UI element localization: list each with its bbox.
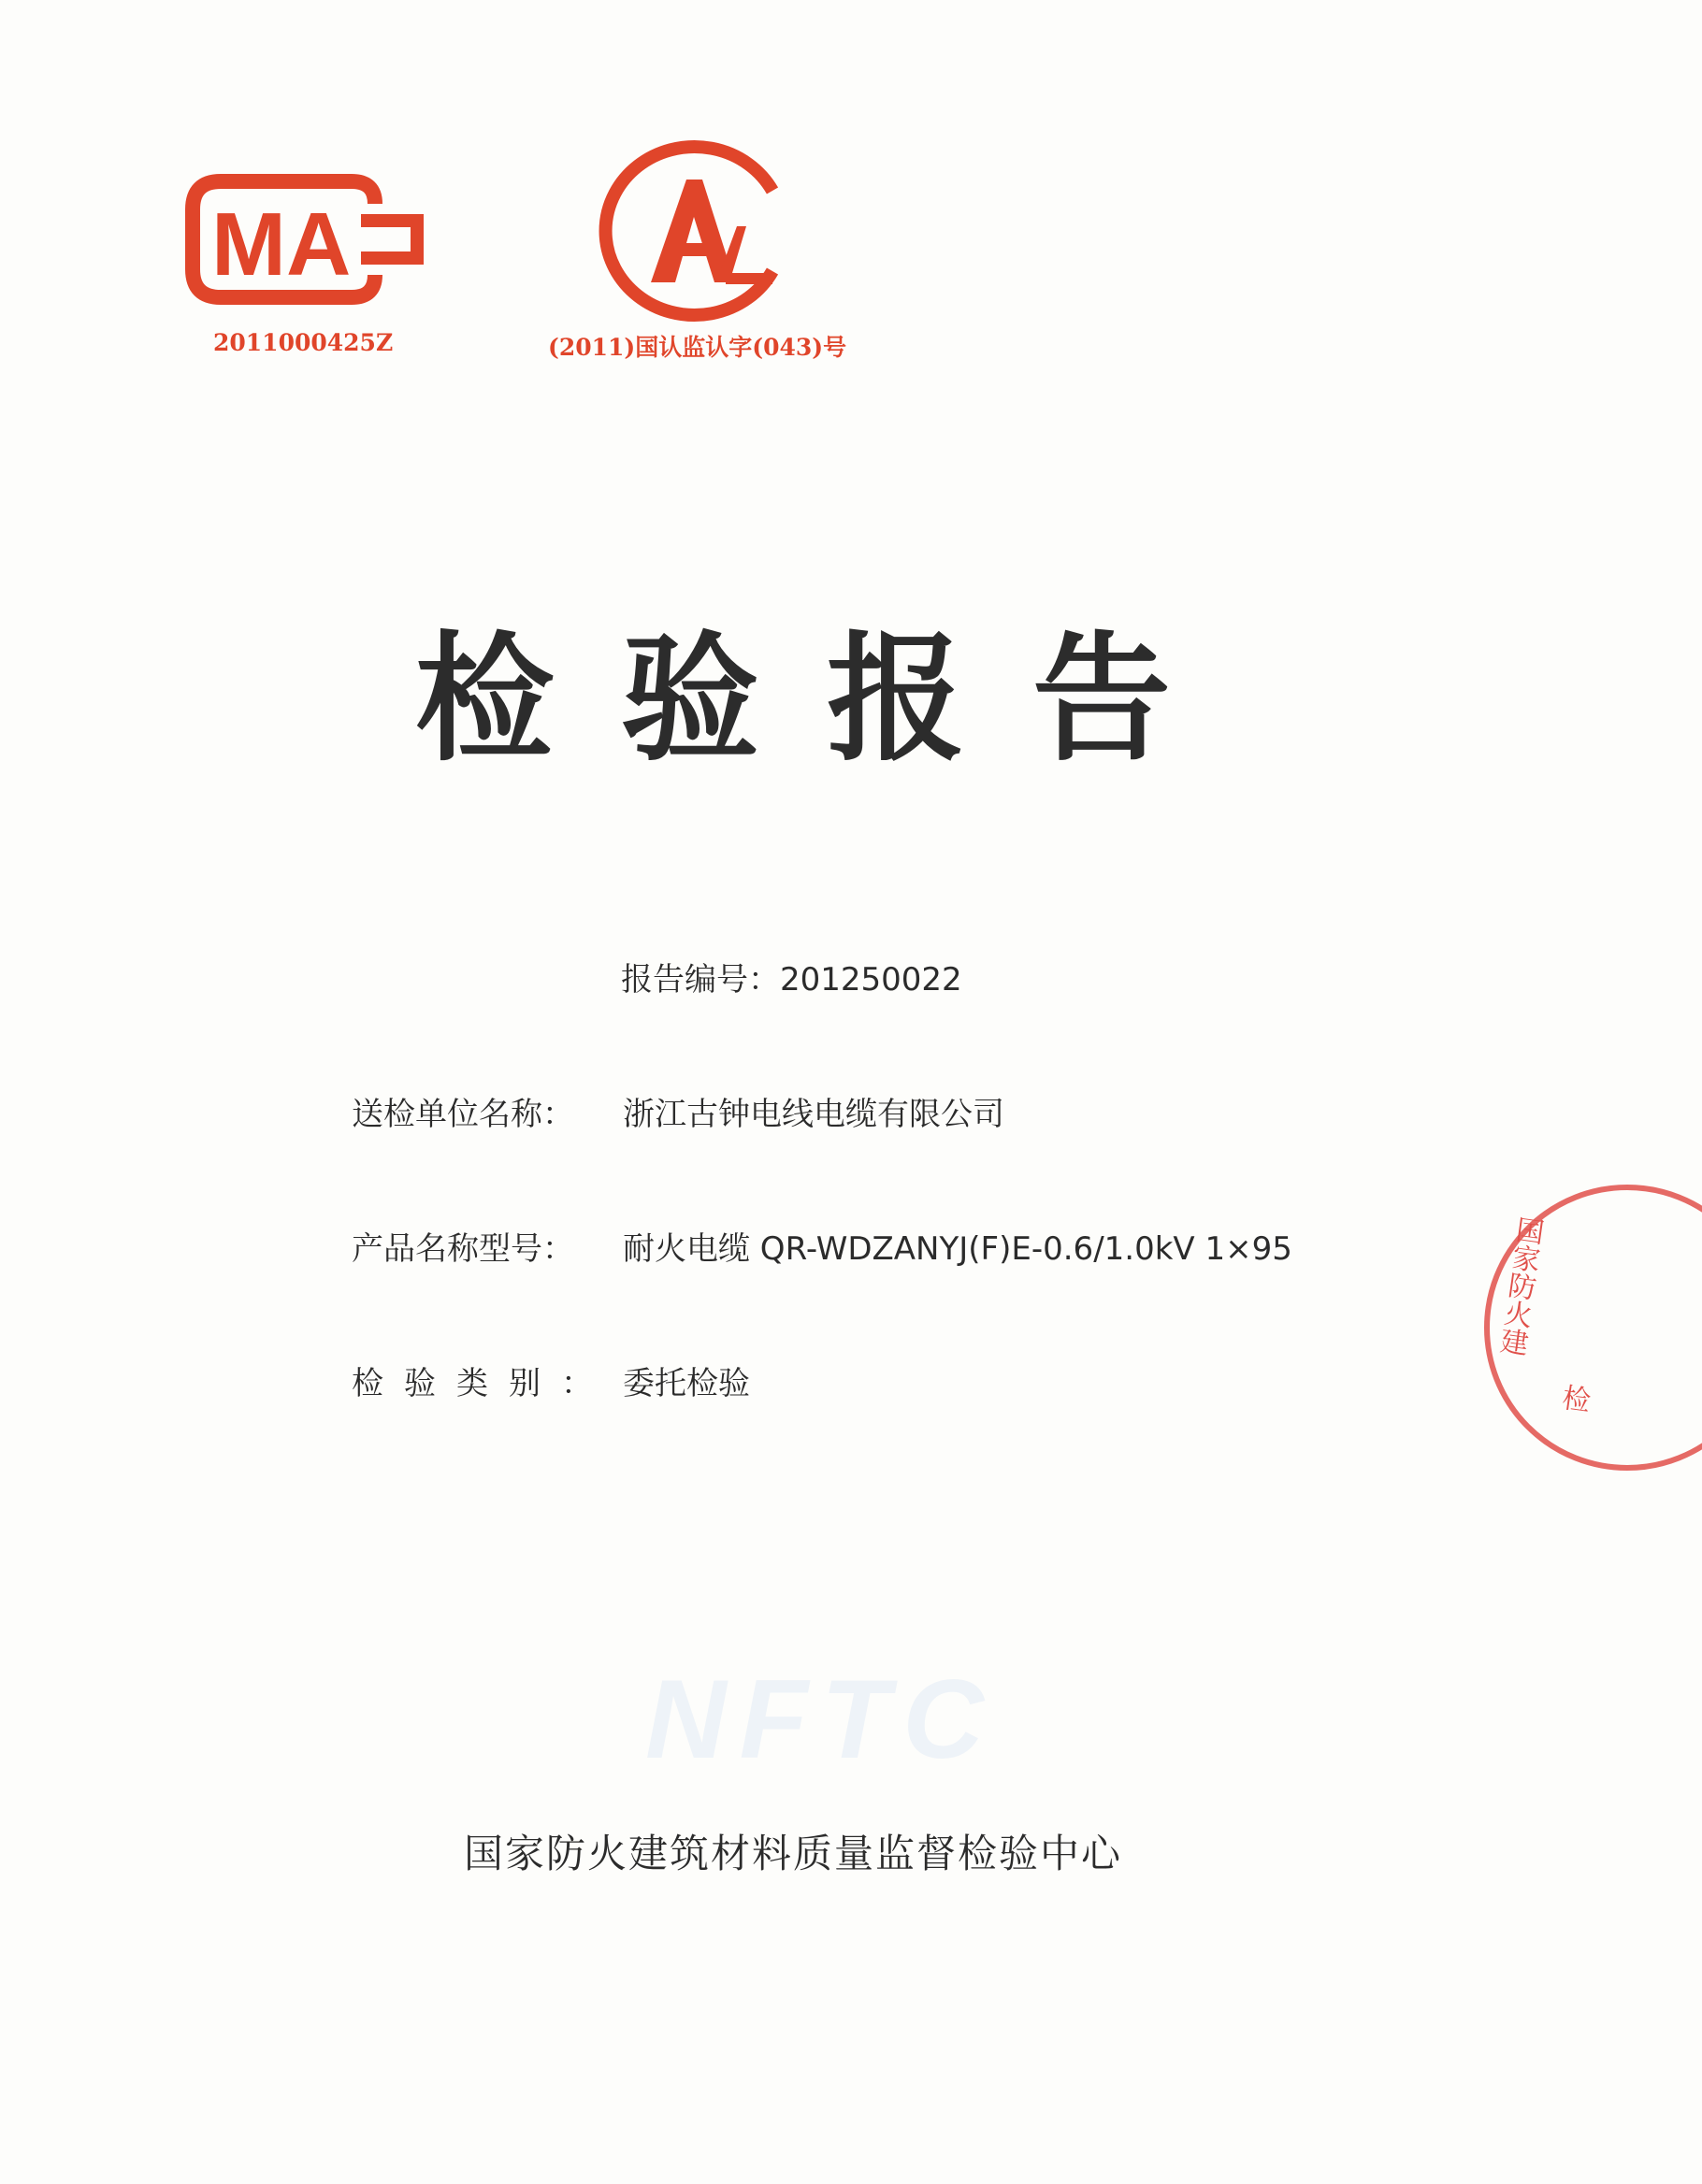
title-char: 报 xyxy=(827,619,965,780)
red-seal-stamp xyxy=(1478,1178,1592,1477)
report-title xyxy=(0,589,1586,787)
title-char: 检 xyxy=(415,619,554,780)
stamp-text: 检 xyxy=(1555,1381,1592,1415)
field-label: 送检单位名称： xyxy=(352,1096,574,1133)
title-char: 验 xyxy=(621,619,759,780)
cma-logo xyxy=(183,174,426,305)
field-label: 产品名称型号： xyxy=(352,1230,574,1268)
cal-logo xyxy=(585,142,801,320)
field-value: 委托检验 xyxy=(623,1365,750,1402)
report-number-value: 201250022 xyxy=(780,961,962,999)
field-value: 耐火电缆 QR-WDZANYJ(F)E-0.6/1.0kV 1×95 xyxy=(623,1230,1292,1268)
svg-text:MA: MA xyxy=(211,194,352,295)
cma-code: 2011000425Z xyxy=(213,329,394,356)
nftc-watermark: NFTC xyxy=(645,1657,997,1782)
field-label: 检验类别： xyxy=(352,1365,613,1402)
title-char: 告 xyxy=(1032,619,1171,780)
cal-code: (2011)国认监认字(043)号 xyxy=(548,334,847,361)
stamp-text: 国家防火建 xyxy=(1493,1214,1546,1358)
field-value: 浙江古钟电线电缆有限公司 xyxy=(623,1096,1004,1133)
issuer-name: 国家防火建筑材料质量监督检验中心 xyxy=(463,1831,1122,1876)
report-number-label: 报告编号： xyxy=(621,961,780,999)
report-number xyxy=(621,954,962,999)
